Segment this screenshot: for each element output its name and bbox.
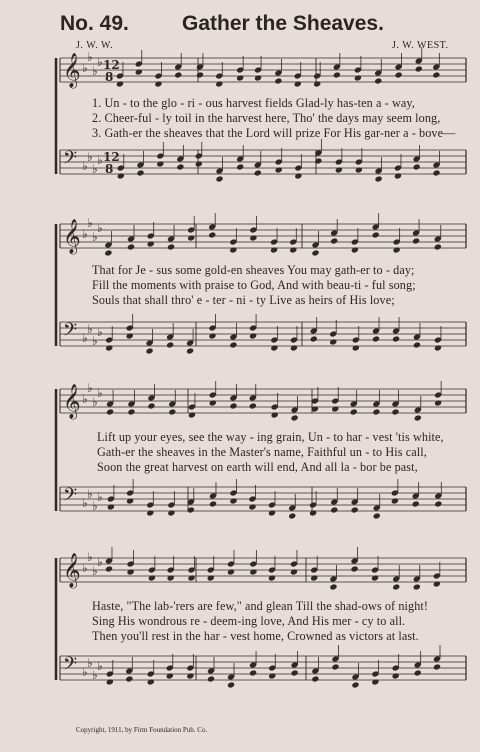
bass-clef-icon: 𝄢 <box>63 148 78 173</box>
lyric-line: 3. Gath-er the sheaves that the Lord will prize For His gar-ner a - bove— <box>92 126 456 140</box>
note-head <box>271 411 279 418</box>
note-head <box>187 574 195 581</box>
note-head <box>393 246 401 253</box>
lyric-line: Then you'll rest in the har - vest home, Crowned as victors at last. <box>92 629 419 643</box>
note-head <box>127 408 135 415</box>
note-head <box>372 335 380 342</box>
note-head <box>146 509 154 516</box>
flat-sign-icon: ♭ <box>82 227 88 241</box>
flat-sign-icon: ♭ <box>97 55 103 69</box>
copyright-notice: Copyright, 1911, by Firm Foundation Pub. Co. <box>76 726 208 734</box>
note-head <box>215 80 223 87</box>
note-head <box>374 77 382 84</box>
note-head <box>434 243 442 250</box>
note-head <box>135 68 143 75</box>
note-head <box>289 246 297 253</box>
note-head <box>350 408 358 415</box>
note-head <box>311 675 319 682</box>
note-head <box>413 341 421 348</box>
note-head <box>355 166 363 173</box>
note-head <box>392 335 400 342</box>
note-head <box>433 580 441 587</box>
note-head <box>166 672 174 679</box>
note-head <box>371 574 379 581</box>
note-head <box>432 169 440 176</box>
note-head <box>127 568 135 575</box>
flat-sign-icon: ♭ <box>87 322 93 336</box>
note-head <box>391 497 399 504</box>
note-head <box>275 166 283 173</box>
note-head <box>105 344 113 351</box>
time-signature-treble-bottom: 8 <box>105 70 114 84</box>
note-head <box>310 574 318 581</box>
note-head <box>433 663 441 670</box>
flat-sign-icon: ♭ <box>87 216 93 230</box>
note-head <box>309 509 317 516</box>
note-head <box>351 246 359 253</box>
note-head <box>105 565 113 572</box>
note-head <box>187 234 195 241</box>
note-head <box>352 344 360 351</box>
note-head <box>313 80 321 87</box>
note-head <box>330 506 338 513</box>
note-head <box>432 71 440 78</box>
lyric-line: Souls that shall thro' e - ter - ni - ty Live as heirs of His love; <box>92 293 395 307</box>
note-head <box>236 74 244 81</box>
note-head <box>106 678 114 685</box>
treble-clef-icon: 𝄞 <box>63 219 81 254</box>
note-head <box>148 574 156 581</box>
note-head <box>395 71 403 78</box>
note-head <box>195 160 203 167</box>
note-head <box>249 234 257 241</box>
flat-sign-icon: ♭ <box>97 386 103 400</box>
flat-sign-icon: ♭ <box>92 564 98 578</box>
note-head <box>268 509 276 516</box>
note-head <box>229 402 237 409</box>
note-head <box>270 344 278 351</box>
note-head <box>147 240 155 247</box>
note-head <box>268 672 276 679</box>
note-head <box>127 243 135 250</box>
note-head <box>330 237 338 244</box>
note-head <box>331 405 339 412</box>
note-head <box>229 341 237 348</box>
note-head <box>106 408 114 415</box>
note-head <box>311 249 319 256</box>
note-head <box>415 65 423 72</box>
flat-sign-icon: ♭ <box>87 381 93 395</box>
note-head <box>236 163 244 170</box>
note-head <box>268 574 276 581</box>
note-head <box>176 163 184 170</box>
note-head <box>248 503 256 510</box>
note-head <box>291 669 299 676</box>
treble-clef-icon: 𝄞 <box>63 553 81 588</box>
flat-sign-icon: ♭ <box>82 331 88 345</box>
flat-sign-icon: ♭ <box>87 150 93 164</box>
flat-sign-icon: ♭ <box>87 656 93 670</box>
note-head <box>136 169 144 176</box>
note-head <box>372 408 380 415</box>
note-head <box>168 408 176 415</box>
note-head <box>229 497 237 504</box>
lyric-line: 1. Un - to the glo - ri - ous harvest fields Glad-ly has-ten a - way, <box>92 96 415 110</box>
note-head <box>249 402 257 409</box>
flat-sign-icon: ♭ <box>97 221 103 235</box>
time-signature-bass-bottom: 8 <box>105 162 114 176</box>
time-signature-bass-top: 12 <box>103 150 120 164</box>
flat-sign-icon: ♭ <box>82 159 88 173</box>
note-head <box>394 172 402 179</box>
note-head <box>371 678 379 685</box>
note-head <box>288 512 296 519</box>
note-head <box>107 503 115 510</box>
bass-clef-icon: 𝄢 <box>63 654 78 679</box>
flat-sign-icon: ♭ <box>87 487 93 501</box>
lyricist-credit: J. W. W. <box>76 40 114 51</box>
note-head <box>186 672 194 679</box>
flat-sign-icon: ♭ <box>97 555 103 569</box>
lyric-line: Gath-er the sheaves in the Master's name, Faithful un - to His call, <box>97 445 427 459</box>
note-head <box>391 408 399 415</box>
note-head <box>249 669 257 676</box>
flat-sign-icon: ♭ <box>92 395 98 409</box>
note-head <box>208 231 216 238</box>
lyric-line: Sing His wondrous re - deem-ing love, And His mer - cy to all. <box>92 614 406 628</box>
note-head <box>274 77 282 84</box>
flat-sign-icon: ♭ <box>97 153 103 167</box>
flat-sign-icon: ♭ <box>97 325 103 339</box>
note-head <box>290 568 298 575</box>
flat-sign-icon: ♭ <box>82 665 88 679</box>
note-head <box>375 175 383 182</box>
note-head <box>215 175 223 182</box>
note-head <box>207 574 215 581</box>
note-head <box>270 246 278 253</box>
note-head <box>126 332 134 339</box>
composer-credit: J. W. WEST. <box>392 40 449 51</box>
note-head <box>167 509 175 516</box>
note-head <box>333 71 341 78</box>
treble-clef-icon: 𝄞 <box>63 384 81 419</box>
note-head <box>174 71 182 78</box>
note-head <box>249 332 257 339</box>
lyric-line: 2. Cheer-ful - ly toil in the harvest here, Tho' the days may seem long, <box>92 111 441 125</box>
note-head <box>413 163 421 170</box>
note-head <box>291 414 299 421</box>
lyric-line: That for Je - sus some gold-en sheaves You may gath-er to - day; <box>92 263 415 277</box>
time-signature-treble-top: 12 <box>103 58 120 72</box>
note-head <box>227 681 235 688</box>
note-head <box>434 399 442 406</box>
note-head <box>413 583 421 590</box>
note-head <box>351 506 359 513</box>
note-head <box>229 246 237 253</box>
hymn-title: Gather the Sheaves. <box>182 12 384 35</box>
hymn-number: No. 49. <box>60 12 129 35</box>
note-head <box>412 237 420 244</box>
note-head <box>335 166 343 173</box>
lyric-line: Soon the great harvest on earth will end, And all la - bor be past, <box>97 460 418 474</box>
note-head <box>414 669 422 676</box>
note-head <box>254 169 262 176</box>
note-head <box>414 414 422 421</box>
note-head <box>354 74 362 81</box>
note-head <box>392 672 400 679</box>
note-head <box>331 663 339 670</box>
flat-sign-icon: ♭ <box>82 61 88 75</box>
flat-sign-icon: ♭ <box>82 392 88 406</box>
note-head <box>147 678 155 685</box>
note-head <box>207 675 215 682</box>
note-head <box>314 157 322 164</box>
treble-clef-icon: 𝄞 <box>63 53 81 88</box>
note-head <box>116 80 124 87</box>
note-head <box>373 512 381 519</box>
flat-sign-icon: ♭ <box>92 230 98 244</box>
flat-sign-icon: ♭ <box>82 561 88 575</box>
note-head <box>104 249 112 256</box>
note-head <box>188 411 196 418</box>
note-head <box>208 332 216 339</box>
note-head <box>310 335 318 342</box>
note-head <box>249 568 257 575</box>
note-head <box>351 681 359 688</box>
note-head <box>117 172 125 179</box>
flat-sign-icon: ♭ <box>82 496 88 510</box>
note-head <box>146 347 154 354</box>
note-head <box>329 583 337 590</box>
note-head <box>186 347 194 354</box>
note-head <box>290 344 298 351</box>
lyric-line: Lift up your eyes, see the way - ing grain, Un - to har - vest 'tis white, <box>97 430 444 444</box>
flat-sign-icon: ♭ <box>87 50 93 64</box>
flat-sign-icon: ♭ <box>97 490 103 504</box>
note-head <box>196 71 204 78</box>
note-head <box>166 341 174 348</box>
flat-sign-icon: ♭ <box>92 668 98 682</box>
note-head <box>329 338 337 345</box>
note-head <box>209 399 217 406</box>
flat-sign-icon: ♭ <box>92 64 98 78</box>
note-head <box>254 74 262 81</box>
note-head <box>209 500 217 507</box>
flat-sign-icon: ♭ <box>92 334 98 348</box>
note-head <box>434 500 442 507</box>
flat-sign-icon: ♭ <box>92 499 98 513</box>
note-head <box>167 243 175 250</box>
note-head <box>372 231 380 238</box>
note-head <box>147 402 155 409</box>
note-head <box>412 500 420 507</box>
flat-sign-icon: ♭ <box>92 162 98 176</box>
lyric-line: Fill the moments with praise to God, And with beau-ti - ful song; <box>92 278 416 292</box>
note-head <box>154 80 162 87</box>
note-head <box>294 172 302 179</box>
note-head <box>392 583 400 590</box>
flat-sign-icon: ♭ <box>87 550 93 564</box>
note-head <box>227 568 235 575</box>
note-head <box>350 565 358 572</box>
note-head <box>156 160 164 167</box>
bass-clef-icon: 𝄢 <box>63 485 78 510</box>
note-head <box>125 675 133 682</box>
flat-sign-icon: ♭ <box>97 659 103 673</box>
lyric-line: Haste, "The lab-'rers are few," and glean Till the shad-ows of night! <box>92 599 429 613</box>
note-head <box>434 344 442 351</box>
note-head <box>126 497 134 504</box>
bass-clef-icon: 𝄢 <box>63 320 78 345</box>
note-head <box>167 574 175 581</box>
note-head <box>294 80 302 87</box>
